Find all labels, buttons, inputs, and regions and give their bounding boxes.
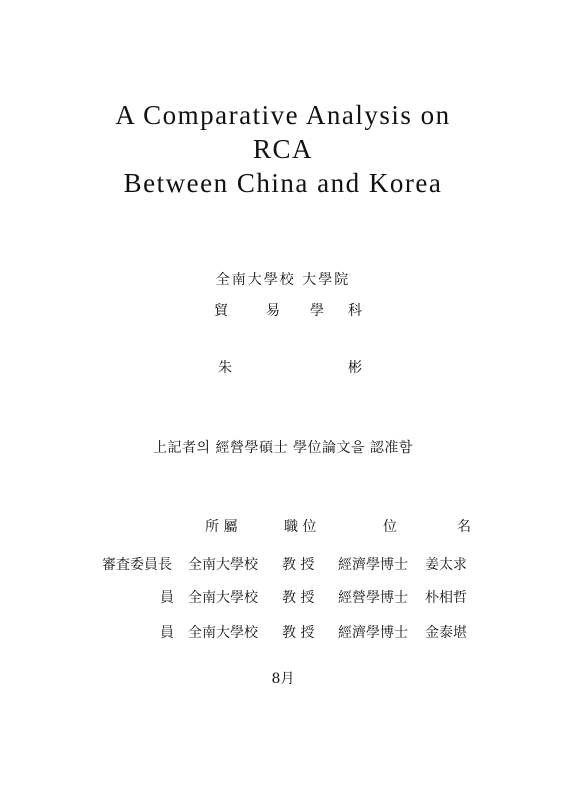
header-degree: 位 [383, 519, 397, 535]
committee-degree: 經濟學博士 [338, 625, 408, 641]
header-name: 名 [457, 519, 471, 535]
committee-name: 朴相哲 [425, 590, 467, 606]
title-line-2: RCA [252, 134, 314, 164]
approval-date: 8月 [271, 671, 295, 687]
committee-position: 教 授 [282, 590, 315, 606]
committee-degree: 經營學博士 [338, 590, 408, 606]
header-position: 職 位 [284, 519, 317, 535]
title-line-1: A Comparative Analysis on [115, 100, 451, 130]
committee-name: 姜太求 [425, 557, 467, 573]
title-line-3: Between China and Korea [123, 168, 443, 198]
committee-name: 金泰堪 [425, 625, 467, 641]
committee-role: 員 [160, 625, 174, 641]
committee-role: 員 [160, 590, 174, 606]
committee-degree: 經濟學博士 [338, 557, 408, 573]
committee-affiliation: 全南大學校 [188, 557, 258, 573]
committee-position: 教 授 [282, 625, 315, 641]
committee-affiliation: 全南大學校 [188, 590, 258, 606]
university-name: 全南大學校 大學院 [215, 272, 351, 288]
header-affiliation: 所 屬 [205, 519, 238, 535]
committee-position: 教 授 [282, 557, 315, 573]
committee-role: 審査委員長 [102, 557, 172, 573]
thesis-title [0, 98, 566, 200]
approval-statement: 上記者의 經營學碩士 學位論文을 認准함 [153, 440, 413, 456]
committee-affiliation: 全南大學校 [188, 625, 258, 641]
